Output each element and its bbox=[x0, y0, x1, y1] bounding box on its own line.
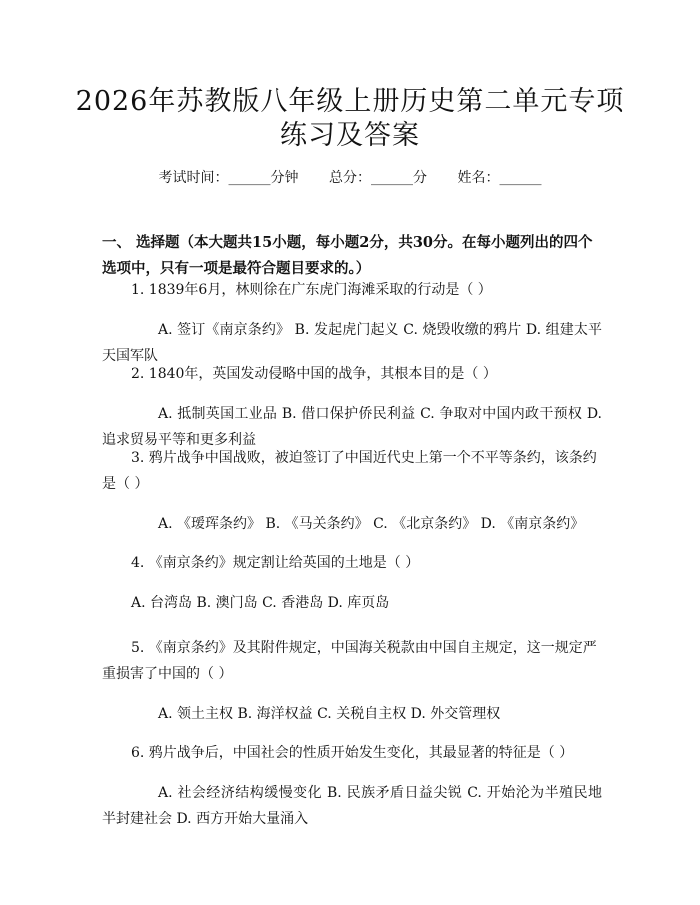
question-5 bbox=[102, 635, 602, 727]
question-stem: 6. 鸦片战争后，中国社会的性质开始发生变化，其最显著的特征是（ ） bbox=[131, 745, 574, 761]
question-1 bbox=[102, 277, 602, 369]
section-heading: 一、 选择题（本大题共15小题，每小题2分，共30分。在每小题列出的四个选项中，只有一项是最符合题目要求的。） bbox=[102, 234, 593, 277]
question-stem: 5. 《南京条约》及其附件规定，中国海关税款由中国自主规定，这一规定严重损害了中国的（ ） bbox=[102, 640, 597, 682]
question-stem: 2. 1840年，英国发动侵略中国的战争，其根本目的是（ ） bbox=[131, 366, 497, 382]
question-6 bbox=[102, 740, 602, 832]
student-name: 姓名：______ bbox=[457, 170, 542, 186]
document-title-line2: 练习及答案 bbox=[280, 120, 420, 151]
document-title-line1: 2026年苏教版八年级上册历史第二单元专项 bbox=[75, 86, 625, 117]
question-stem: 1. 1839年6月，林则徐在广东虎门海滩采取的行动是（ ） bbox=[131, 282, 492, 298]
exam-score: 总分：______分 bbox=[329, 170, 427, 186]
question-stem: 3. 鸦片战争中国战败，被迫签订了中国近代史上第一个不平等条约，该条约是（ ） bbox=[102, 450, 597, 492]
question-4 bbox=[102, 550, 602, 616]
question-options: A. 领土主权 B. 海洋权益 C. 关税自主权 D. 外交管理权 bbox=[158, 706, 501, 722]
question-2 bbox=[102, 361, 602, 453]
question-3 bbox=[102, 445, 602, 537]
question-options: A. 《瑷珲条约》 B. 《马关条约》 C. 《北京条约》 D. 《南京条约》 bbox=[158, 516, 585, 532]
question-stem: 4. 《南京条约》规定割让给英国的土地是（ ） bbox=[131, 555, 420, 571]
exam-time: 考试时间：______分钟 bbox=[158, 170, 299, 186]
question-options: A. 台湾岛 B. 澳门岛 C. 香港岛 D. 库页岛 bbox=[131, 595, 390, 611]
exam-meta bbox=[0, 168, 700, 188]
question-options: A. 抵制英国工业品 B. 借口保护侨民利益 C. 争取对中国内政干预权 D. 追求贸易平等和更多利益 bbox=[102, 406, 602, 448]
question-options: A. 社会经济结构缓慢变化 B. 民族矛盾日益尖锐 C. 开始沦为半殖民地半封建社会 D. 西方开始大量涌入 bbox=[102, 785, 602, 827]
question-options: A. 签订《南京条约》 B. 发起虎门起义 C. 烧毁收缴的鸦片 D. 组建太平天国军队 bbox=[102, 322, 602, 364]
